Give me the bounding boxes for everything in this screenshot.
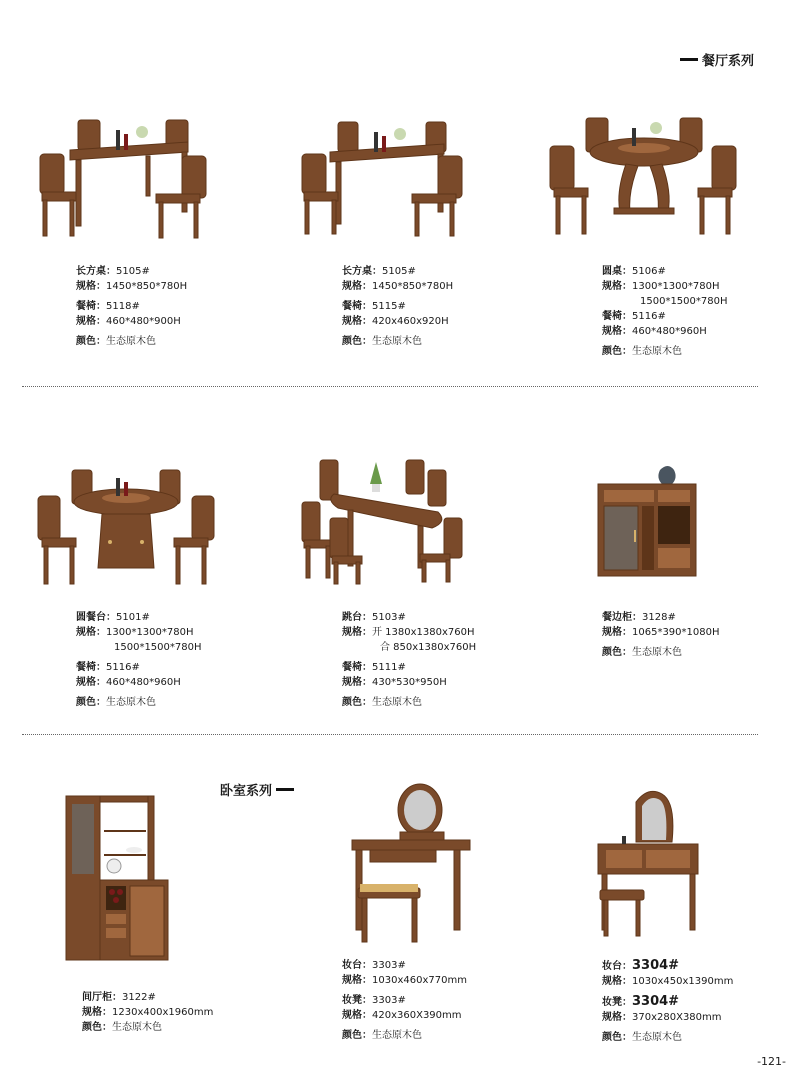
bedroom-series-label: 卧室系列 bbox=[220, 784, 273, 799]
spec-value: 3128# bbox=[642, 612, 676, 623]
spec-value: 5115# bbox=[372, 301, 406, 312]
spec-value: 生态原木色 bbox=[632, 346, 682, 357]
spec-value: 5105# bbox=[382, 266, 416, 277]
spec-label: 规格： bbox=[602, 281, 632, 292]
product-image-3303 bbox=[350, 782, 472, 948]
spec-value: 5116# bbox=[106, 662, 140, 673]
section-divider bbox=[22, 734, 758, 735]
page-number: -121- bbox=[757, 1055, 786, 1068]
spec-label: 长方桌： bbox=[342, 266, 382, 277]
product-image-5106 bbox=[546, 112, 742, 240]
spec-label: 妆凳： bbox=[342, 995, 372, 1006]
spec-label: 餐椅： bbox=[342, 301, 372, 312]
spec-value: 460*480*960H bbox=[632, 326, 707, 337]
spec-value: 1230x400x1960mm bbox=[112, 1007, 214, 1018]
spec-value: 5105# bbox=[116, 266, 150, 277]
spec-label: 妆台： bbox=[342, 960, 372, 971]
spec-value: 420x360X390mm bbox=[372, 1010, 462, 1021]
spec-value: 1450*850*780H bbox=[106, 281, 188, 292]
spec-value: 生态原木色 bbox=[632, 647, 682, 658]
spec-label: 餐椅： bbox=[76, 662, 106, 673]
spec-value: 1300*1300*780H bbox=[106, 627, 194, 638]
spec-label: 规格： bbox=[342, 677, 372, 688]
spec-value: 460*480*960H bbox=[106, 677, 181, 688]
spec-value: 460*480*900H bbox=[106, 316, 181, 327]
spec-value: 420x460x920H bbox=[372, 316, 449, 327]
spec-label: 餐椅： bbox=[602, 311, 632, 322]
spec-block-3304 bbox=[602, 958, 733, 1045]
spec-block-5105-a bbox=[76, 264, 187, 349]
spec-value: 5116# bbox=[632, 311, 666, 322]
spec-value: 3122# bbox=[122, 992, 156, 1003]
spec-label: 规格： bbox=[76, 316, 106, 327]
spec-value: 3304# bbox=[632, 958, 680, 973]
spec-value: 370x280X380mm bbox=[632, 1012, 722, 1023]
spec-label: 颜色： bbox=[76, 336, 106, 347]
spec-value: 1500*1500*780H bbox=[114, 642, 202, 653]
spec-value: 5101# bbox=[116, 612, 150, 623]
spec-label: 规格： bbox=[602, 326, 632, 337]
section-divider bbox=[22, 386, 758, 387]
spec-value: 生态原木色 bbox=[372, 1030, 422, 1041]
spec-label: 妆台： bbox=[602, 961, 632, 972]
spec-value: 生态原木色 bbox=[112, 1022, 162, 1033]
spec-value: 生态原木色 bbox=[372, 336, 422, 347]
spec-label: 规格： bbox=[602, 1012, 632, 1023]
spec-label: 颜色： bbox=[342, 336, 372, 347]
spec-value: 开 1380x1380x760H bbox=[372, 627, 475, 638]
spec-label: 颜色： bbox=[342, 1030, 372, 1041]
spec-label: 圆桌： bbox=[602, 266, 632, 277]
product-image-3122 bbox=[64, 790, 170, 966]
spec-value: 生态原木色 bbox=[106, 697, 156, 708]
product-image-3304 bbox=[596, 786, 700, 942]
spec-value: 3303# bbox=[372, 960, 406, 971]
spec-value: 1030x450x1390mm bbox=[632, 976, 734, 987]
bedroom-series-heading bbox=[220, 780, 294, 799]
spec-label: 颜色： bbox=[82, 1022, 112, 1033]
spec-block-5101 bbox=[76, 610, 202, 710]
spec-label: 餐椅： bbox=[76, 301, 106, 312]
spec-label: 规格： bbox=[76, 281, 106, 292]
spec-label: 规格： bbox=[602, 627, 632, 638]
spec-value: 1065*390*1080H bbox=[632, 627, 720, 638]
spec-value: 5111# bbox=[372, 662, 406, 673]
spec-block-3122 bbox=[82, 990, 213, 1035]
spec-label: 规格： bbox=[76, 677, 106, 688]
product-image-3128 bbox=[596, 460, 698, 580]
heading-dash bbox=[276, 788, 294, 791]
spec-value: 3303# bbox=[372, 995, 406, 1006]
spec-label: 圆餐台： bbox=[76, 612, 116, 623]
spec-label: 间厅柜： bbox=[82, 992, 122, 1003]
spec-block-3128 bbox=[602, 610, 720, 660]
spec-block-5103 bbox=[342, 610, 476, 710]
spec-label: 餐边柜： bbox=[602, 612, 642, 623]
product-image-5105-b bbox=[298, 112, 470, 240]
spec-value: 生态原木色 bbox=[372, 697, 422, 708]
spec-label: 规格： bbox=[342, 627, 372, 638]
spec-block-3303 bbox=[342, 958, 467, 1043]
spec-label: 规格： bbox=[342, 281, 372, 292]
spec-label: 颜色： bbox=[342, 697, 372, 708]
spec-label: 颜色： bbox=[602, 346, 632, 357]
spec-value: 430*530*950H bbox=[372, 677, 447, 688]
spec-label: 妆凳： bbox=[602, 997, 632, 1008]
spec-value: 1030x460x770mm bbox=[372, 975, 467, 986]
spec-label: 颜色： bbox=[76, 697, 106, 708]
spec-label: 长方桌： bbox=[76, 266, 116, 277]
spec-label: 规格： bbox=[342, 975, 372, 986]
spec-value: 1300*1300*780H bbox=[632, 281, 720, 292]
spec-label: 颜色： bbox=[602, 647, 632, 658]
spec-value: 5103# bbox=[372, 612, 406, 623]
spec-label: 规格： bbox=[82, 1007, 112, 1018]
dining-series-heading bbox=[680, 50, 754, 69]
spec-block-5106 bbox=[602, 264, 728, 359]
spec-label: 规格： bbox=[602, 976, 632, 987]
spec-label: 餐椅： bbox=[342, 662, 372, 673]
spec-label: 规格： bbox=[76, 627, 106, 638]
spec-label: 规格： bbox=[342, 1010, 372, 1021]
dining-series-label: 餐厅系列 bbox=[702, 54, 755, 69]
spec-label: 颜色： bbox=[602, 1032, 632, 1043]
spec-value: 生态原木色 bbox=[632, 1032, 682, 1043]
product-image-5105-a bbox=[36, 112, 216, 244]
spec-value: 3304# bbox=[632, 994, 680, 1009]
spec-label: 跳台： bbox=[342, 612, 372, 623]
spec-value: 5118# bbox=[106, 301, 140, 312]
spec-value: 1450*850*780H bbox=[372, 281, 454, 292]
product-image-5103 bbox=[298, 456, 470, 586]
spec-value: 合 850x1380x760H bbox=[380, 642, 477, 653]
heading-dash bbox=[680, 58, 698, 61]
spec-value: 5106# bbox=[632, 266, 666, 277]
spec-value: 生态原木色 bbox=[106, 336, 156, 347]
spec-label: 规格： bbox=[342, 316, 372, 327]
spec-value: 1500*1500*780H bbox=[640, 296, 728, 307]
spec-block-5105-b bbox=[342, 264, 453, 349]
product-image-5101 bbox=[34, 464, 218, 586]
